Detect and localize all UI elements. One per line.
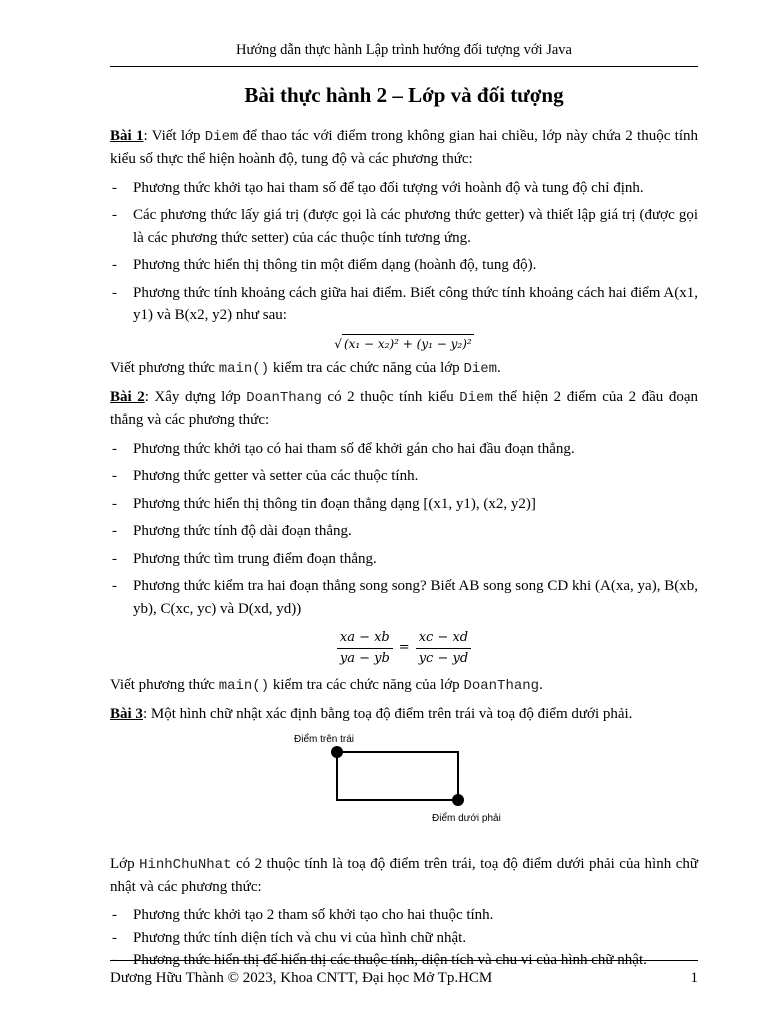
page-header: Hướng dẫn thực hành Lập trình hướng đối tượng với Java bbox=[110, 40, 698, 67]
list-item: - Phương thức getter và setter của các thuộc tính. bbox=[110, 465, 698, 488]
fraction-left-denominator: ya − yb bbox=[339, 650, 390, 666]
fraction-right-denominator: yc − yd bbox=[418, 650, 469, 666]
fraction-right bbox=[416, 628, 471, 668]
document-body bbox=[110, 125, 698, 978]
class-name-doanthang: DoanThang bbox=[463, 678, 540, 694]
period: . bbox=[497, 360, 501, 376]
exercise-1-outro-text: Viết phương thức bbox=[110, 360, 219, 376]
class-name-doanthang: DoanThang bbox=[246, 390, 322, 406]
list-item: - Phương thức tìm trung điểm đoạn thẳng. bbox=[110, 548, 698, 571]
distance-formula-radicand: (x₁ − x₂)² + (y₁ − y₂)² bbox=[342, 334, 474, 353]
list-item: - Phương thức tính khoảng cách giữa hai điểm. Biết công thức tính khoảng cách hai điểm A(x1, y1) và B(x2, y2) như sau: bbox=[110, 282, 698, 327]
exercise-1-intro bbox=[110, 125, 698, 171]
class-name-diem: Diem bbox=[463, 361, 498, 377]
footer-author: Dương Hữu Thành © 2023, Khoa CNTT, Đại học Mở Tp.HCM bbox=[110, 970, 493, 986]
list-item: - Phương thức khởi tạo 2 tham số khởi tạo cho hai thuộc tính. bbox=[110, 904, 698, 927]
page-title: Bài thực hành 2 – Lớp và đối tượng bbox=[244, 83, 564, 107]
exercise-1-intro-text: : Viết lớp bbox=[143, 128, 205, 144]
main-method: main() bbox=[218, 678, 270, 694]
top-left-point bbox=[331, 746, 343, 758]
list-item: - Phương thức tính độ dài đoạn thẳng. bbox=[110, 520, 698, 543]
list-item: - Phương thức khởi tạo có hai tham số để khởi gán cho hai đầu đoạn thẳng. bbox=[110, 438, 698, 461]
list-item: - Phương thức hiển thị để hiển thị các thuộc tính, diện tích và chu vi của hình chữ nhật. bbox=[110, 949, 698, 972]
exercise-2-intro bbox=[110, 386, 698, 432]
exercise-2-intro-text: : Xây dựng lớp bbox=[144, 389, 247, 405]
page-footer bbox=[110, 960, 698, 990]
exercise-1-method-list bbox=[110, 177, 698, 327]
exercise-3-label: Bài 3 bbox=[110, 706, 143, 722]
exercise-3-body-text-2: có 2 thuộc tính là toạ độ điểm trên trái, toạ độ điểm dưới phải của hình chữ nhật và các phương thức: bbox=[110, 855, 698, 895]
exercise-3-body bbox=[110, 853, 698, 899]
exercise-3-intro-text: : Một hình chữ nhật xác định bằng toạ độ điểm trên trái và toạ độ điểm dưới phải. bbox=[142, 706, 633, 722]
exercise-2-label: Bài 2 bbox=[110, 389, 145, 405]
exercise-2-method-list bbox=[110, 438, 698, 621]
main-method: main() bbox=[218, 361, 270, 377]
top-left-label: Điểm trên trái bbox=[294, 733, 355, 745]
exercise-1-intro-text-2: để thao tác với điểm trong không gian hai chiều, lớp này chứa 2 thuộc tính kiểu số thực thể hiện hoành độ, tung độ và các phương thức: bbox=[110, 128, 698, 167]
class-name-hinhchunhat: HinhChuNhat bbox=[139, 856, 232, 873]
page-number: 1 bbox=[690, 970, 698, 986]
exercise-1-label: Bài 1 bbox=[110, 128, 144, 144]
exercise-1-outro-text-2: kiểm tra các chức năng của lớp bbox=[269, 360, 464, 376]
type-name-diem: Diem bbox=[459, 390, 493, 406]
distance-formula: √ (x₁ − x₂)² + (y₁ − y₂)² bbox=[110, 333, 698, 356]
exercise-2-outro-text: Viết phương thức bbox=[110, 677, 219, 693]
list-item: - Phương thức hiển thị thông tin đoạn thẳng dạng [(x1, y1), (x2, y2)] bbox=[110, 493, 698, 516]
exercise-2-outro-text-2: kiểm tra các chức năng của lớp bbox=[269, 677, 464, 693]
exercise-2-outro bbox=[110, 674, 698, 697]
exercise-3-body-text: Lớp bbox=[110, 855, 140, 872]
fraction-right-numerator: xc − xd bbox=[416, 628, 471, 649]
period: . bbox=[539, 677, 543, 693]
list-item: - Các phương thức lấy giá trị (được gọi là các phương thức getter) và thiết lập giá trị (được gọi là các phương thức setter) của các thuộc tính tương ứng. bbox=[110, 204, 698, 249]
rectangle-shape bbox=[337, 752, 458, 800]
exercise-1-outro bbox=[110, 357, 698, 380]
list-item: - Phương thức tính diện tích và chu vi của hình chữ nhật. bbox=[110, 927, 698, 950]
fraction-left bbox=[337, 628, 393, 668]
bottom-right-label: Điểm dưới phải bbox=[432, 812, 501, 824]
rectangle-diagram-svg bbox=[110, 732, 698, 847]
bottom-right-point bbox=[452, 794, 464, 806]
rectangle-diagram bbox=[110, 732, 698, 847]
class-name-diem: Diem bbox=[204, 129, 239, 145]
parallel-formula bbox=[110, 626, 698, 672]
list-item: - Phương thức khởi tạo hai tham số để tạo đối tượng với hoành độ và tung độ chỉ định. bbox=[110, 177, 698, 200]
list-item: - Phương thức kiểm tra hai đoạn thẳng song song? Biết AB song song CD khi (A(xa, ya), B(xb, yb), C(xc, yc) và D(xd, yd)) bbox=[110, 575, 698, 620]
exercise-2-intro-text-3: thể hiện 2 điểm của 2 đầu đoạn thẳng và các phương thức: bbox=[110, 389, 698, 428]
list-item: - Phương thức hiển thị thông tin một điểm dạng (hoành độ, tung độ). bbox=[110, 254, 698, 277]
exercise-3-intro bbox=[110, 703, 698, 726]
equals-sign: = bbox=[398, 640, 410, 656]
exercise-2-intro-text-2: có 2 thuộc tính kiểu bbox=[321, 389, 460, 405]
fraction-left-numerator: xa − xb bbox=[337, 628, 393, 649]
